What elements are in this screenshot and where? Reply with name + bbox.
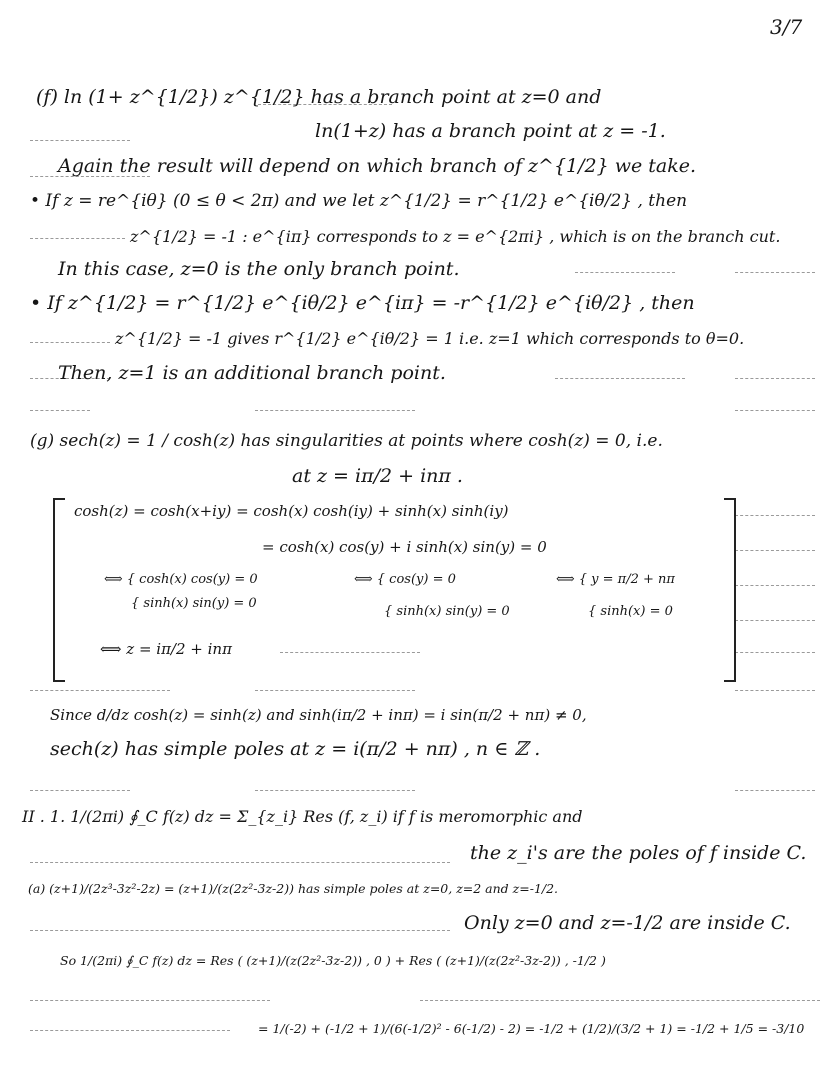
ruled-line — [735, 272, 815, 273]
section-ii-line-4: Only z=0 and z=-1/2 are inside C. — [464, 912, 791, 934]
part-f-line-6: In this case, z=0 is the only branch point. — [58, 258, 460, 280]
ruled-line — [735, 690, 815, 691]
section-ii-line-3: (a) (z+1)/(2z³-3z²-2z) = (z+1)/(z(2z²-3z-2)) has simple poles at z=0, z=2 and z=-1/2. — [28, 881, 559, 896]
ruled-line — [30, 342, 110, 343]
system-3-eq-1: ⟺ { y = π/2 + nπ — [556, 572, 675, 587]
ruled-line — [735, 652, 815, 653]
box-line-2: = cosh(x) cos(y) + i sinh(x) sin(y) = 0 — [262, 538, 547, 556]
box-line-4: ⟺ z = iπ/2 + inπ — [100, 640, 232, 658]
section-ii-line-6: = 1/(-2) + (-1/2 + 1)/(6(-1/2)² - 6(-1/2) - 2) = -1/2 + (1/2)/(3/2 + 1) = -1/2 + 1/5 = -3/10 — [258, 1021, 805, 1036]
ruled-line — [30, 690, 170, 691]
ruled-line — [735, 790, 815, 791]
section-ii-line-5: So 1/(2πi) ∮_C f(z) dz = Res ( (z+1)/(z(2z²-3z-2)) , 0 ) + Res ( (z+1)/(z(2z²-3z-2)) , -1/2 ) — [60, 953, 606, 968]
system-2-eq-2: { sinh(x) sin(y) = 0 — [384, 604, 510, 619]
part-f-line-2: ln(1+z) has a branch point at z = -1. — [315, 120, 666, 142]
ruled-line — [30, 1000, 270, 1001]
page-number: 3/7 — [770, 15, 803, 39]
ruled-line — [420, 1000, 820, 1001]
box-line-1: cosh(z) = cosh(x+iy) = cosh(x) cosh(iy) + sinh(x) sinh(iy) — [74, 502, 509, 520]
ruled-line — [735, 515, 815, 516]
part-g-line-2: at z = iπ/2 + inπ . — [292, 465, 463, 487]
part-f-line-8: z^{1/2} = -1 gives r^{1/2} e^{iθ/2} = 1 i.e. z=1 which corresponds to θ=0. — [115, 329, 745, 348]
ruled-line — [30, 1030, 230, 1031]
system-1-eq-1: ⟺ { cosh(x) cos(y) = 0 — [104, 572, 258, 587]
ruled-line — [735, 585, 815, 586]
ruled-line — [30, 862, 450, 863]
ruled-line — [255, 790, 415, 791]
ruled-line — [30, 238, 125, 239]
part-g-conclusion: sech(z) has simple poles at z = i(π/2 + nπ) , n ∈ ℤ . — [50, 738, 541, 760]
ruled-line — [30, 790, 130, 791]
ruled-line — [255, 690, 415, 691]
ruled-line — [30, 410, 90, 411]
part-f-line-4: • If z = re^{iθ} (0 ≤ θ < 2π) and we let z^{1/2} = r^{1/2} e^{iθ/2} , then — [30, 191, 688, 211]
part-f-line-7: • If z^{1/2} = r^{1/2} e^{iθ/2} e^{iπ} = -r^{1/2} e^{iθ/2} , then — [30, 292, 695, 314]
system-1-eq-2: { sinh(x) sin(y) = 0 — [131, 596, 257, 611]
ruled-line — [255, 410, 415, 411]
part-f-line-1: (f) ln (1+ z^{1/2}) z^{1/2} has a branch point at z=0 and — [36, 86, 602, 108]
ruled-line — [735, 410, 815, 411]
part-g-line-1: (g) sech(z) = 1 / cosh(z) has singularities at points where cosh(z) = 0, i.e. — [30, 431, 663, 451]
since-line: Since d/dz cosh(z) = sinh(z) and sinh(iπ/2 + inπ) = i sin(π/2 + nπ) ≠ 0, — [50, 706, 587, 724]
system-2-eq-1: ⟺ { cos(y) = 0 — [354, 572, 456, 587]
system-3-eq-2: { sinh(x) = 0 — [588, 604, 673, 619]
part-f-line-3: Again the result will depend on which branch of z^{1/2} we take. — [58, 155, 697, 177]
ruled-line — [575, 272, 675, 273]
part-f-line-9: Then, z=1 is an additional branch point. — [58, 362, 446, 384]
part-f-line-5: z^{1/2} = -1 : e^{iπ} corresponds to z = e^{2πi} , which is on the branch cut. — [130, 227, 781, 246]
ruled-line — [735, 620, 815, 621]
ruled-line — [280, 652, 420, 653]
section-ii-line-2: the z_i's are the poles of f inside C. — [470, 842, 807, 864]
ruled-line — [30, 140, 130, 141]
right-bracket — [724, 498, 736, 682]
section-ii-line-1: II . 1. 1/(2πi) ∮_C f(z) dz = Σ_{z_i} Res (f, z_i) if f is meromorphic and — [22, 807, 583, 826]
ruled-line — [30, 930, 450, 931]
ruled-line — [555, 378, 685, 379]
left-bracket — [53, 498, 65, 682]
ruled-line — [735, 378, 815, 379]
ruled-line — [735, 550, 815, 551]
